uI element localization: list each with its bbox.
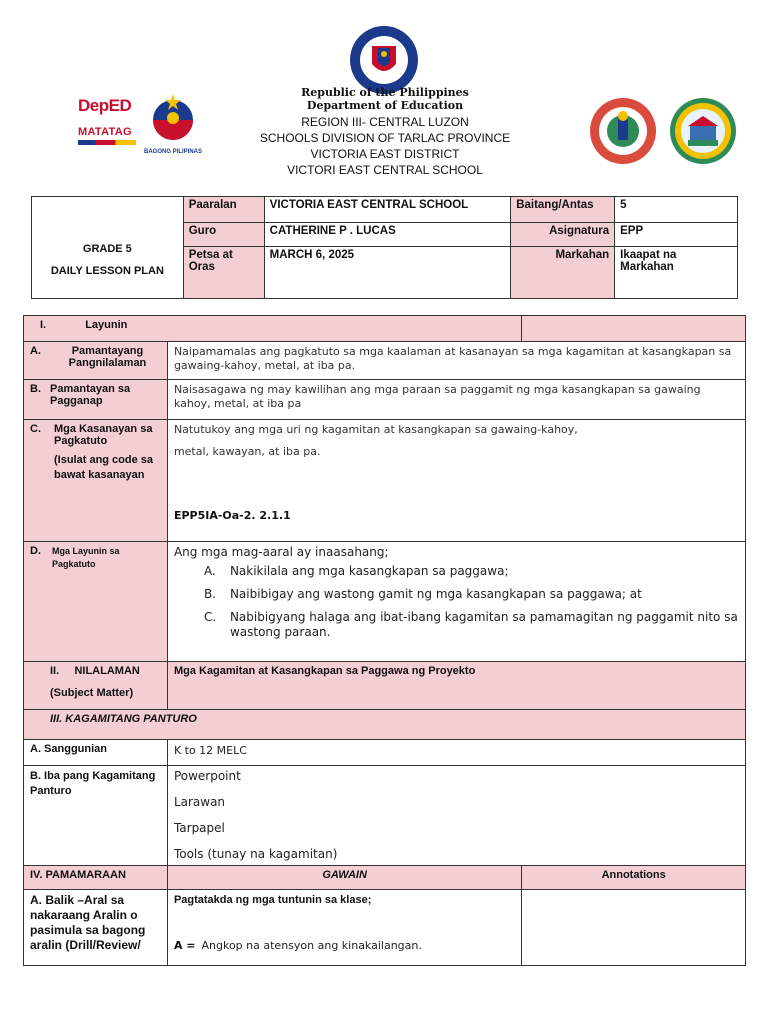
district-text: VICTORIA EAST DISTRICT: [310, 147, 460, 161]
subject-matter-sub: (Subject Matter): [50, 687, 134, 699]
quarter-label: Markahan: [511, 247, 615, 299]
bagong-pilipinas-emblem-icon: [142, 92, 204, 144]
competency-code: EPP5IA-Oa-2. 2.1.1: [173, 509, 291, 522]
lesson-info-table: [31, 196, 738, 299]
performance-standard-label: [24, 380, 168, 420]
objective-item: [203, 587, 739, 602]
material-item: Tools (tunay na kagamitan): [173, 847, 338, 861]
subject-matter-label: [24, 662, 168, 710]
content-standard-letter: A.: [30, 345, 41, 357]
teacher-value: CATHERINE P . LUCAS: [264, 223, 511, 247]
school-seal-icon: [668, 96, 738, 166]
competencies-text-2: metal, kawayan, at iba pa.: [173, 445, 321, 458]
learning-objectives-title: Mga Layunin sa Pagkatuto: [52, 546, 120, 569]
teacher-label: Guro: [183, 223, 264, 247]
republic-text: Republic of the Philippines: [301, 86, 469, 99]
section-objectives-header: [24, 316, 522, 342]
performance-standard-letter: B.: [30, 383, 41, 395]
review-rule-letter: A =: [173, 939, 196, 952]
references-row: [24, 740, 746, 766]
content-standard-text: Naipamamalas ang pagkatuto sa mga kaalaman at kasanayan sa mga kagamitan at kasangkapan sa gawaing-kahoy, metal, at iba pa.: [167, 342, 745, 380]
matatag-text: MATATAG: [78, 126, 132, 138]
other-materials-cell: [167, 766, 745, 866]
bagong-pilipinas-logo: [142, 92, 204, 158]
material-item: Tarpapel: [173, 821, 225, 835]
section-objectives-number: I.: [40, 319, 47, 331]
division-seal: [588, 96, 658, 166]
review-row: [24, 890, 746, 966]
learning-objectives-row: [24, 542, 746, 662]
section-objectives-empty: [522, 316, 746, 342]
deped-logo-text: DepED: [78, 96, 132, 115]
material-item: Larawan: [173, 795, 226, 809]
objective-item: [203, 564, 739, 579]
date-value: MARCH 6, 2025: [264, 247, 511, 299]
competencies-letter: C.: [30, 423, 41, 435]
quarter-value: Ikaapat na Markahan: [615, 247, 738, 299]
objective-item: [203, 610, 739, 640]
objective-text: Naibibigay ang wastong gamit ng mga kasangkapan sa paggawa; at: [229, 587, 642, 601]
school-value: VICTORIA EAST CENTRAL SCHOOL: [264, 197, 511, 223]
other-materials-label: B. Iba pang Kagamitang Panturo: [24, 766, 168, 866]
material-item: Powerpoint: [173, 769, 241, 783]
objective-letter: A.: [203, 564, 216, 578]
section-objectives-title: Layunin: [85, 319, 128, 331]
gawain-header: GAWAIN: [167, 866, 521, 890]
competencies-cell: [167, 420, 745, 542]
division-text: SCHOOLS DIVISION OF TARLAC PROVINCE: [259, 131, 511, 145]
department-text: Department of Education: [306, 99, 464, 112]
content-standard-title: Pamantayang Pangnilalaman: [68, 345, 147, 369]
procedure-header-row: [24, 866, 746, 890]
content-standard-row: [24, 342, 746, 380]
learning-objectives-letter: D.: [30, 545, 41, 557]
lesson-plan-table: [23, 315, 746, 966]
grade-title: GRADE 5: [82, 242, 132, 255]
grade-cell: [32, 197, 184, 299]
subject-matter-title: II. NILALAMAN: [50, 665, 140, 677]
competencies-note: (Isulat ang code sa bawat kasanayan: [54, 454, 154, 481]
bagong-pilipinas-text: BAGONG PILIPINAS: [143, 149, 202, 155]
school-label: Paaralan: [183, 197, 264, 223]
references-text: K to 12 MELC: [167, 740, 745, 766]
other-materials-row: [24, 766, 746, 866]
grade-level-value: 5: [615, 197, 738, 223]
review-cell: [167, 890, 521, 966]
competencies-title: Mga Kasanayan sa Pagkatuto: [54, 423, 153, 447]
division-seal-icon: [588, 96, 658, 166]
subject-value: EPP: [615, 223, 738, 247]
review-rule-text: Angkop na atensyon ang kinakailangan.: [201, 939, 422, 952]
performance-standard-title: Pamantayan sa Pagganap: [50, 383, 131, 407]
review-heading: Pagtatakda ng mga tuntunin sa klase;: [173, 894, 372, 906]
deped-matatag-logo: [78, 96, 140, 158]
objectives-list: [198, 564, 739, 640]
materials-header-row: [24, 710, 746, 740]
region-text: REGION III- CENTRAL LUZON: [301, 115, 469, 129]
grade-level-label: Baitang/Antas: [511, 197, 615, 223]
references-label: A. Sanggunian: [24, 740, 168, 766]
learning-objectives-cell: [167, 542, 745, 662]
materials-header: III. KAGAMITANG PANTURO: [24, 710, 746, 740]
objective-text: Nabibigyang halaga ang ibat-ibang kagamitan sa pamamagitan ng paggamit nito sa wastong paraan.: [229, 610, 738, 639]
competencies-row: [24, 420, 746, 542]
review-label: A. Balik –Aral sa nakaraang Aralin o pasimula sa bagong aralin (Drill/Review/: [24, 890, 168, 966]
objective-letter: C.: [203, 610, 217, 624]
objective-letter: B.: [203, 587, 216, 601]
section-objectives-row: [24, 316, 746, 342]
competencies-text-1: Natutukoy ang mga uri ng kagamitan at kasangkapan sa gawaing-kahoy,: [173, 423, 578, 436]
learning-objectives-label: [24, 542, 168, 662]
annotations-header: Annotations: [522, 866, 746, 890]
subject-label: Asignatura: [511, 223, 615, 247]
content-standard-label: [24, 342, 168, 380]
subject-matter-text: Mga Kagamitan at Kasangkapan sa Paggawa ng Proyekto: [167, 662, 745, 710]
performance-standard-row: [24, 380, 746, 420]
learning-objectives-intro: Ang mga mag-aaral ay inaasahang;: [173, 545, 389, 559]
subject-matter-row: [24, 662, 746, 710]
school-text: VICTORI EAST CENTRAL SCHOOL: [287, 163, 483, 177]
objective-text: Nakikilala ang mga kasangkapan sa paggawa;: [229, 564, 509, 578]
plan-title: DAILY LESSON PLAN: [50, 264, 164, 277]
procedure-label: IV. PAMAMARAAN: [24, 866, 168, 890]
competencies-label: [24, 420, 168, 542]
school-seal: [668, 96, 738, 166]
review-annotation: [522, 890, 746, 966]
date-label: Petsa at Oras: [183, 247, 264, 299]
performance-standard-text: Naisasagawa ng may kawilihan ang mga paraan sa paggamit ng mga kasangkapan sa gawaing kahoy, metal, at iba pa: [167, 380, 745, 420]
review-rule: [174, 938, 515, 953]
